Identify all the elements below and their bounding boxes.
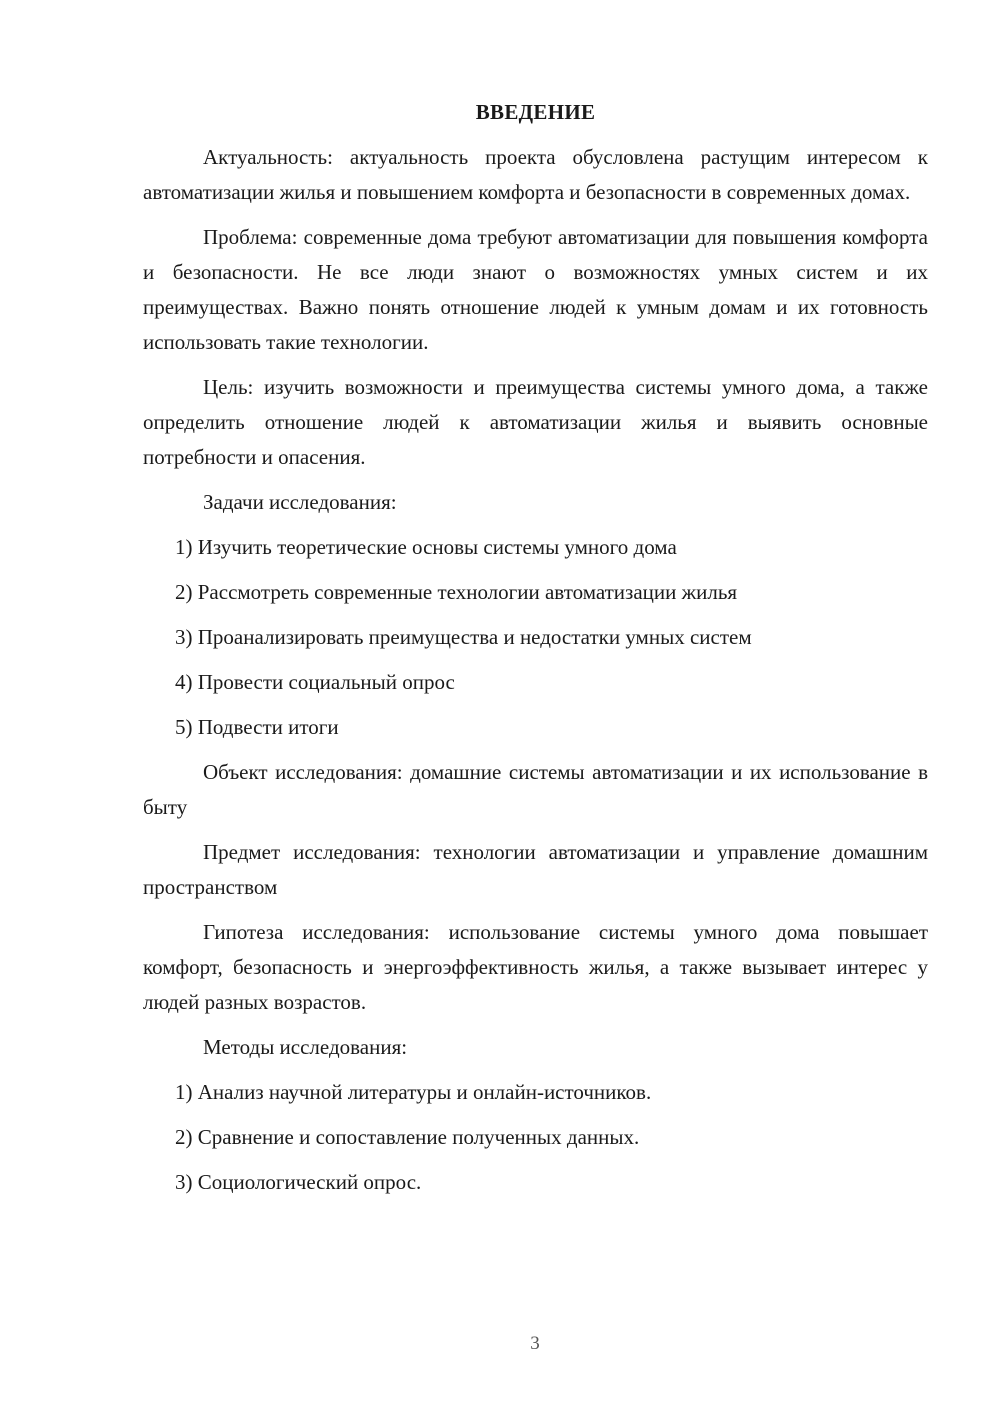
tasks-heading: Задачи исследования: <box>203 490 397 514</box>
method-item-1: 1) Анализ научной литературы и онлайн-источников. <box>175 1080 652 1104</box>
paragraph-object: Объект исследования: домашние системы автоматизации и их использование в быту <box>143 760 928 819</box>
paragraph-goal: Цель: изучить возможности и преимущества системы умного дома, а также определить отношение людей к автоматизации жилья и выявить основные потребности и опасения. <box>143 375 928 469</box>
method-item-2: 2) Сравнение и сопоставление полученных данных. <box>175 1125 640 1149</box>
section-title: ВВЕДЕНИЕ <box>475 100 596 124</box>
paragraph-problem: Проблема: современные дома требуют автоматизации для повышения комфорта и безопасности. Не все люди знают о возможностях умных систем и их преимуществах. Важно понять отношение людей к умным домам и их готовность использовать такие технологии. <box>143 225 928 354</box>
methods-heading: Методы исследования: <box>203 1035 408 1059</box>
page-content <box>143 95 928 1210</box>
paragraph-hypothesis: Гипотеза исследования: использование системы умного дома повышает комфорт, безопасность и энергоэффективность жилья, а также вызывает интерес у людей разных возрастов. <box>143 920 928 1014</box>
methods-list <box>143 1075 928 1200</box>
task-item-5: 5) Подвести итоги <box>175 715 339 739</box>
tasks-list <box>143 530 928 745</box>
paragraph-relevance: Актуальность: актуальность проекта обусловлена растущим интересом к автоматизации жилья и повышением комфорта и безопасности в современных домах. <box>143 145 928 204</box>
task-item-1: 1) Изучить теоретические основы системы умного дома <box>175 535 677 559</box>
paragraph-subject: Предмет исследования: технологии автоматизации и управление домашним пространством <box>143 840 928 899</box>
method-item-3: 3) Социологический опрос. <box>175 1170 422 1194</box>
task-item-2: 2) Рассмотреть современные технологии автоматизации жилья <box>175 580 738 604</box>
task-item-4: 4) Провести социальный опрос <box>175 670 455 694</box>
task-item-3: 3) Проанализировать преимущества и недостатки умных систем <box>175 625 752 649</box>
page-number: 3 <box>530 1333 540 1354</box>
